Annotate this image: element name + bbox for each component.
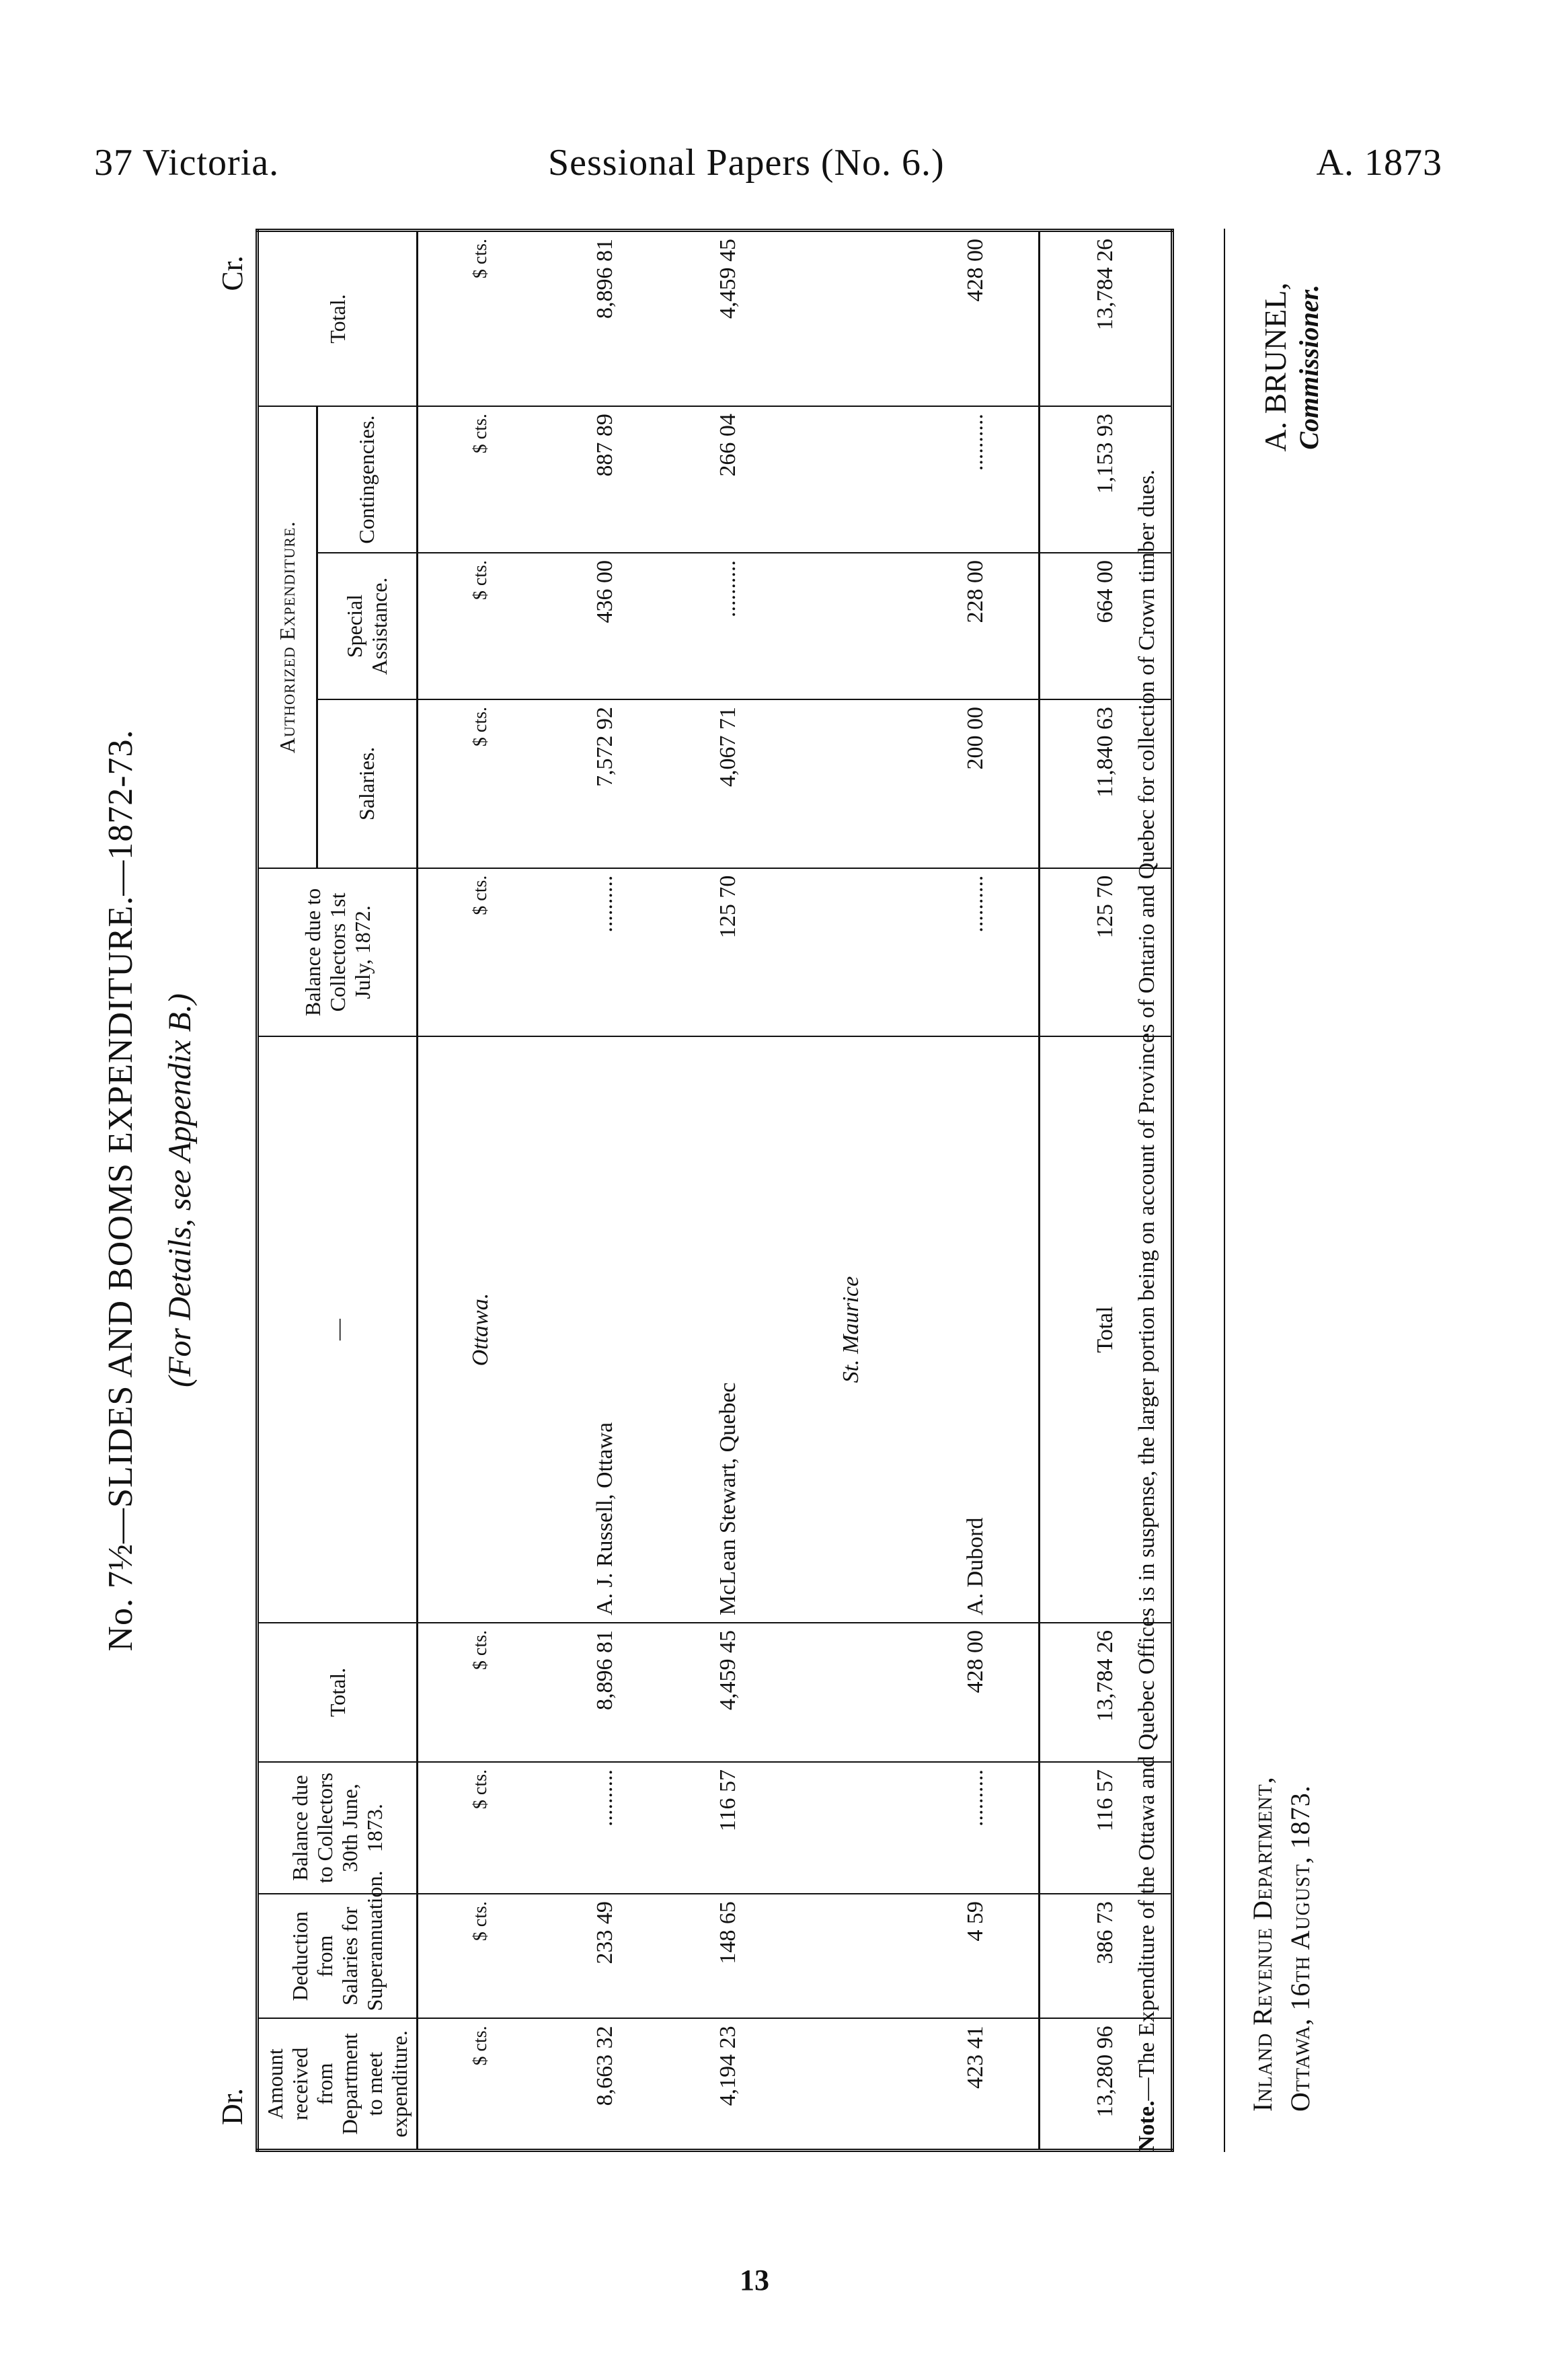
col-balance-july: Balance due to Collectors 1st July, 1872. (258, 868, 418, 1037)
col-authorized: Authorized Expenditure. (258, 406, 317, 868)
header-center: Sessional Papers (No. 6.) (548, 142, 945, 184)
note-text: —The Expenditure of the Ottawa and Quebec Offices is in suspense, the larger portion being on account of Provinces of Ontario and Quebec for collection of Crown timber dues. (1134, 469, 1159, 2101)
table-subtitle: (For Details, see Appendix B.) (162, 993, 198, 1387)
debit-label: Dr. (216, 2088, 249, 2125)
table-note (1133, 229, 1162, 2152)
col-balance-june: Balance due to Collectors 30th June, 1873. (258, 1762, 418, 1894)
header-left: 37 Victoria. (94, 142, 280, 184)
units-row: $ cts. $ cts. $ cts. $ cts. Ottawa. $ cts. $ cts. $ cts. $ cts. $ cts. (418, 231, 544, 2151)
rotated-table-page (101, 229, 1459, 2152)
col-special: Special Assistance. (317, 553, 417, 699)
signature-block (1257, 282, 1325, 452)
table-row: 8,663 32 233 49 .......... 8,896 81 A. J. Russell, Ottawa .......... 7,572 92 436 00 887 89 8,896 81 (544, 231, 667, 2151)
total-row: 13,280 96 386 73 116 57 13,784 26 Total 125 70 11,840 63 664 00 1,153 93 13,784 26 (1040, 231, 1173, 2151)
note-label: Note. (1134, 2100, 1159, 2152)
department-block (1244, 1776, 1319, 2112)
department-line1: Inland Revenue Department, (1247, 1776, 1278, 2112)
table-title: No. 7½—SLIDES AND BOOMS EXPENDITURE.—1872-73. (102, 729, 140, 1652)
col-total-left: Total. (258, 1623, 418, 1762)
expenditure-table (256, 229, 1174, 2152)
divider (1224, 229, 1225, 2152)
total-label: Total (1040, 1036, 1173, 1623)
col-contingencies: Contingencies. (317, 406, 417, 553)
department-line2: Ottawa, 16th August, 1873. (1285, 1785, 1315, 2112)
table-row: 423 41 4 59 .......... 428 00 A. Dubord .......... 200 00 228 00 .......... 428 00 (913, 231, 1040, 2151)
section-ottawa: Ottawa. (418, 1036, 544, 1623)
col-amount-received: Amount received from Department to meet expenditure. (258, 2018, 418, 2150)
col-salaries: Salaries. (317, 699, 417, 868)
row-name: McLean Stewart, Quebec (667, 1036, 790, 1623)
col-deduction: Deduction from Salaries for Superannuation. (258, 1894, 418, 2018)
table-row: 4,194 23 148 65 116 57 4,459 45 McLean Stewart, Quebec 125 70 4,067 71 .......... 266 04 4,459 45 (667, 231, 790, 2151)
credit-label: Cr. (216, 256, 249, 291)
row-name: A. Dubord (913, 1036, 1040, 1623)
signatory-name: A. BRUNEL, (1258, 282, 1292, 452)
section-row (790, 231, 913, 2151)
section-st-maurice: St. Maurice (790, 1036, 913, 1623)
page-number: 13 (740, 2264, 769, 2297)
row-name: A. J. Russell, Ottawa (544, 1036, 667, 1623)
col-total-right: Total. (258, 231, 418, 407)
signatory-role: Commissioner. (1294, 284, 1324, 450)
header-right: A. 1873 (1316, 142, 1442, 184)
col-name: — (258, 1036, 418, 1623)
